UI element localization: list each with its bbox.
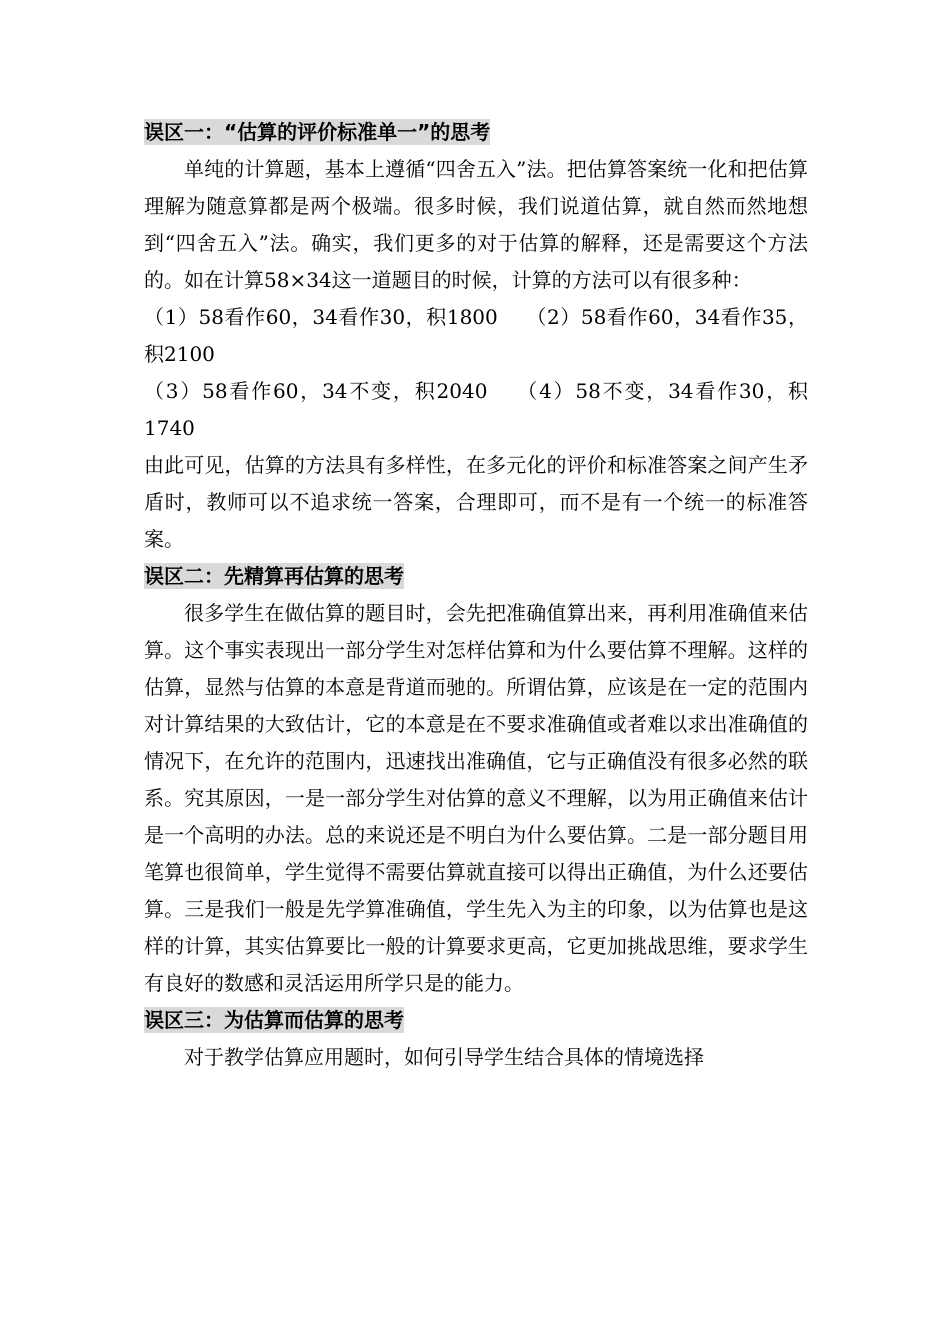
option-1: （1）58看作60，34看作30，积1800	[144, 305, 498, 329]
option-4: （4）58不变，34看作30，积1740	[144, 379, 808, 440]
section-3-body: 对于教学估算应用题时，如何引导学生结合具体的情境选择	[184, 1045, 704, 1069]
section-1-options-row-1	[144, 299, 808, 373]
section-1-options-row-2	[144, 373, 808, 447]
document-body	[144, 114, 808, 1076]
section-2-heading: 误区二：先精算再估算的思考	[144, 564, 404, 588]
section-1-heading: 误区一：“估算的评价标准单一”的思考	[144, 120, 491, 144]
section-3-heading: 误区三：为估算而估算的思考	[144, 1008, 404, 1032]
section-1-conclusion: 由此可见，估算的方法具有多样性，在多元化的评价和标准答案之间产生矛盾时，教师可以不追求统一答案，合理即可，而不是有一个统一的标准答案。	[144, 453, 808, 551]
section-1-intro: 单纯的计算题，基本上遵循“四舍五入”法。把估算答案统一化和把估算理解为随意算都是两个极端。很多时候，我们说道估算，就自然而然地想到“四舍五入”法。确实，我们更多的对于估算的解释，还是需要这个方法的。如在计算58×34这一道题目的时候，计算的方法可以有很多种：	[144, 157, 808, 292]
option-3: （3）58看作60，34不变，积2040	[144, 379, 488, 403]
option-2: （2）58看作60，34看作35，积2100	[144, 305, 808, 366]
section-2-body: 很多学生在做估算的题目时，会先把准确值算出来，再利用准确值来估算。这个事实表现出一部分学生对怎样估算和为什么要估算不理解。这样的估算，显然与估算的本意是背道而驰的。所谓估算，应该是在一定的范围内对计算结果的大致估计，它的本意是在不要求准确值或者难以求出准确值的情况下，在允许的范围内，迅速找出准确值，它与正确值没有很多必然的联系。究其原因，一是一部分学生对估算的意义不理解，以为用正确值来估计是一个高明的办法。总的来说还是不明白为什么要估算。二是一部分题目用笔算也很简单，学生觉得不需要估算就直接可以得出正确值，为什么还要估算。三是我们一般是先学算准确值，学生先入为主的印象，以为估算也是这样的计算，其实估算要比一般的计算要求更高，它更加挑战思维，要求学生有良好的数感和灵活运用所学只是的能力。	[144, 601, 808, 995]
